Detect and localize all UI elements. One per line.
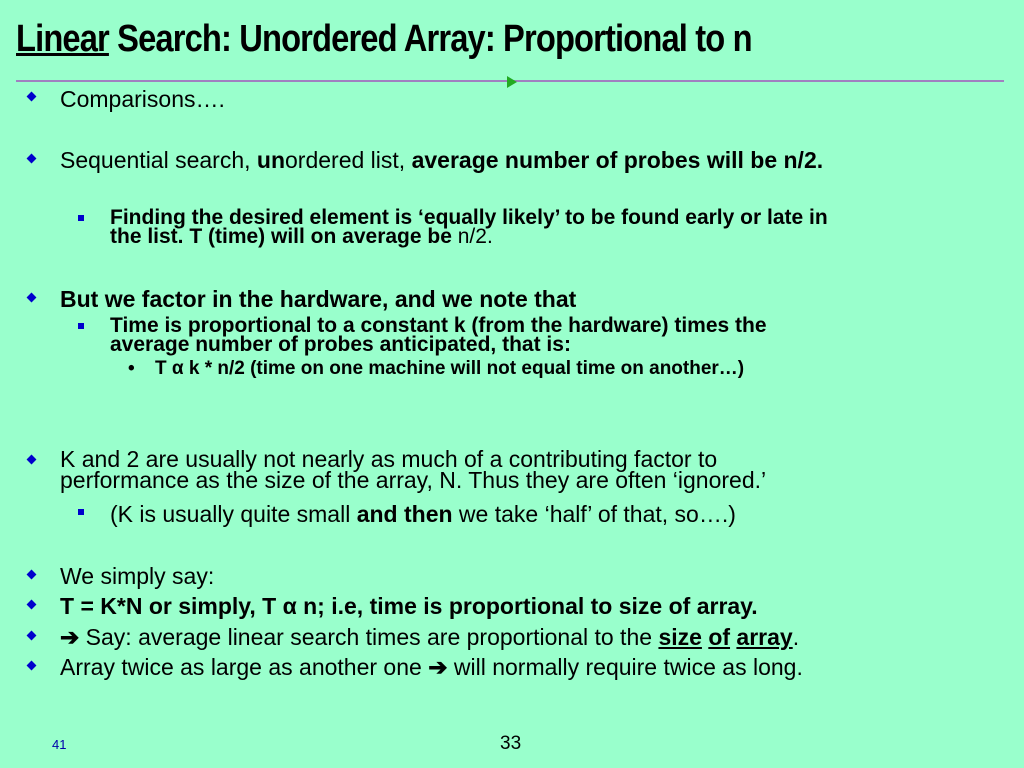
title-search: Search xyxy=(108,18,221,60)
slide-number-left: 41 xyxy=(52,737,67,752)
arrow-icon: ➔ xyxy=(60,624,80,650)
page-number: 33 xyxy=(500,733,522,754)
diamond-bullet-icon xyxy=(27,455,37,465)
twice-text-a: Array twice as large as another one xyxy=(60,654,429,680)
small-text-c: we take ‘half’ of that, so….) xyxy=(452,501,736,527)
square-bullet-icon xyxy=(78,323,84,329)
dot-bullet-icon: • xyxy=(128,358,135,379)
diamond-bullet-icon xyxy=(27,661,37,671)
diamond-bullet-icon xyxy=(27,293,37,303)
formula-line: T α k * n/2 (time on one machine will not equal time on another…) xyxy=(155,358,745,379)
tkn-line: T = K*N or simply, T α n; i.e, time is proportional to size of array. xyxy=(60,593,758,619)
proportional-line-1: Time is proportional to a constant k (from the hardware) times the xyxy=(110,314,767,337)
finding-text-b: n/2. xyxy=(457,225,493,248)
sequential-search-line xyxy=(60,147,823,174)
finding-line-2 xyxy=(110,227,493,247)
square-bullet-icon xyxy=(78,215,84,221)
slide-title xyxy=(16,18,752,61)
finding-line-1: Finding the desired element is ‘equally likely’ to be found early or late in xyxy=(110,206,828,229)
say-of: of xyxy=(708,624,731,650)
square-bullet-icon xyxy=(78,509,84,515)
say-size: size xyxy=(658,624,702,650)
play-marker-icon xyxy=(507,76,517,88)
hardware-line: But we factor in the hardware, and we note that xyxy=(60,286,577,312)
title-linear: Linear xyxy=(16,18,109,60)
say-end: . xyxy=(792,624,800,650)
proportional-line-2: average number of probes anticipated, that is: xyxy=(110,333,571,356)
title-rest: : Unordered Array: Proportional to n xyxy=(220,18,752,60)
k2-line-2: performance as the size of the array, N. Thus they are often ‘ignored.’ xyxy=(60,467,767,493)
diamond-bullet-icon xyxy=(27,92,37,102)
twice-line xyxy=(60,654,803,681)
small-text-b: and then xyxy=(356,501,453,527)
seq-text-c: ordered list, xyxy=(285,147,412,173)
seq-text-a: Sequential search, xyxy=(60,147,257,173)
say-line xyxy=(60,624,799,651)
diamond-bullet-icon xyxy=(27,570,37,580)
finding-text-a: the list. T (time) will on average be xyxy=(110,225,458,248)
small-text-a: (K is usually quite small xyxy=(110,501,357,527)
arrow-icon: ➔ xyxy=(428,654,448,680)
diamond-bullet-icon xyxy=(27,631,37,641)
seq-text-d: average number of probes will be n/2. xyxy=(411,147,824,173)
say-array: array xyxy=(736,624,793,650)
twice-text-b: will normally require twice as long. xyxy=(447,654,803,680)
comparisons-line: Comparisons…. xyxy=(60,86,225,112)
say-text-a: Say: average linear search times are proportional to the xyxy=(79,624,659,650)
simply-say-line: We simply say: xyxy=(60,563,215,589)
small-k-line xyxy=(110,501,736,528)
diamond-bullet-icon xyxy=(27,154,37,164)
k2-line-1: K and 2 are usually not nearly as much of a contributing factor to xyxy=(60,446,718,472)
seq-text-un: un xyxy=(256,147,286,173)
diamond-bullet-icon xyxy=(27,600,37,610)
